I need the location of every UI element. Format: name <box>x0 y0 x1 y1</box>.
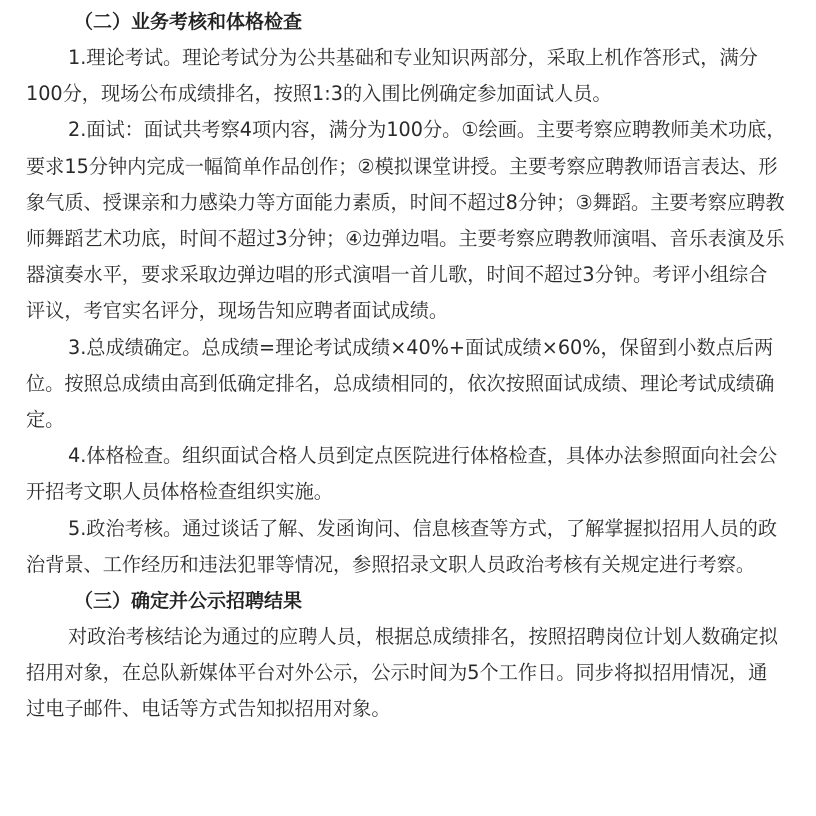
paragraph-physical-exam: 4.体格检查。组织面试合格人员到定点医院进行体格检查，具体办法参照面向社会公开招考文职人员体格检查组织实施。 <box>26 444 778 504</box>
paragraph-theory-exam: 1.理论考试。理论考试分为公共基础和专业知识两部分，采取上机作答形式，满分100分，现场公布成绩排名，按照1:3的入围比例确定参加面试人员。 <box>26 46 758 106</box>
paragraph-publish-results: 对政治考核结论为通过的应聘人员，根据总成绩排名，按照招聘岗位计划人数确定拟招用对象，在总队新媒体平台对外公示，公示时间为5个工作日。同步将拟招用情况，通过电子邮件、电话等方式告知拟招用对象。 <box>26 625 778 721</box>
section-heading-business-assessment: （二）业务考核和体格检查 <box>74 11 303 33</box>
paragraph-total-score: 3.总成绩确定。总成绩=理论考试成绩×40%+面试成绩×60%，保留到小数点后两位。按照总成绩由高到低确定排名，总成绩相同的，依次按照面试成绩、理论考试成绩确定。 <box>26 335 775 432</box>
paragraph-political-review: 5.政治考核。通过谈话了解、发函询问、信息核查等方式，了解掌握拟招用人员的政治背景、工作经历和违法犯罪等情况，参照招录文职人员政治考核有关规定进行考察。 <box>26 516 778 576</box>
section-heading-publish-results: （三）确定并公示招聘结果 <box>74 590 303 613</box>
paragraph-interview: 2.面试：面试共考察4项内容，满分为100分。①绘画。主要考察应聘教师美术功底，要求15分钟内完成一幅简单作品创作；②模拟课堂讲授。主要考察应聘教师语言表达、形象气质、授课亲和力感染力等方面能力素质，时间不超过8分钟；③舞蹈。主要考察应聘教师舞蹈艺术功底，时间不超过3分钟；④边弹边唱。主要考察应聘教师演唱、音乐表演及乐器演奏水平，要求采取边弹边唱的形式演唱一首儿歌，时间不超过3分钟。考评小组综合评议，考官实名评分，现场告知应聘者面试成绩。 <box>26 118 786 323</box>
